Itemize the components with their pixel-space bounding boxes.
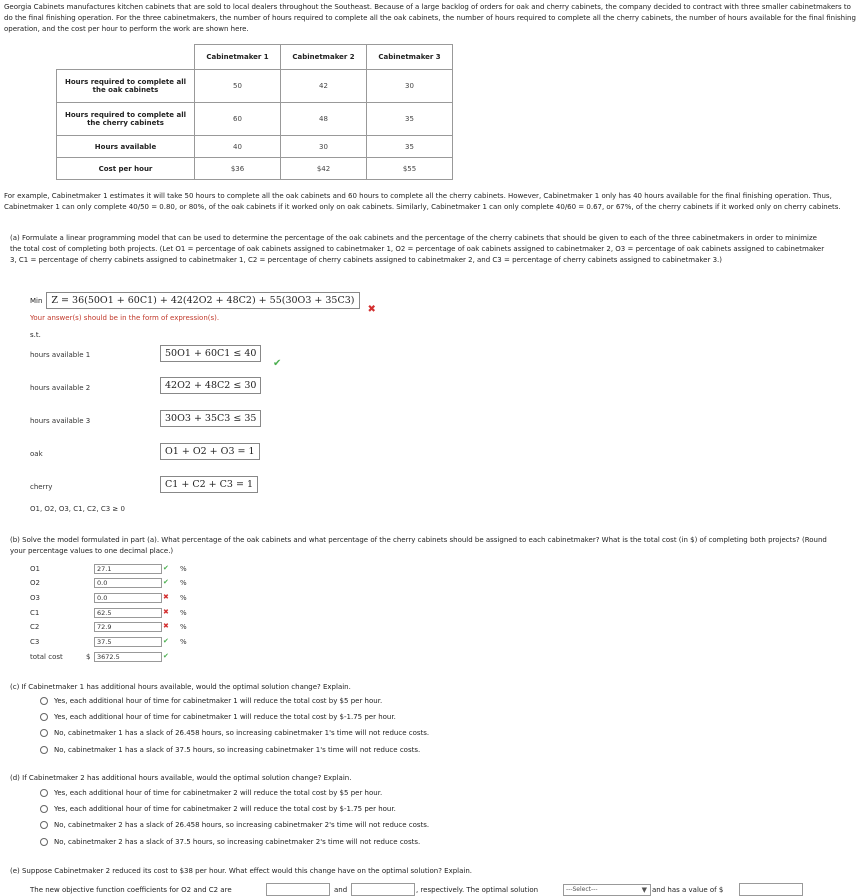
radio-option[interactable] bbox=[40, 821, 429, 829]
objective-row bbox=[30, 286, 376, 315]
st-label: s.t. bbox=[30, 331, 41, 339]
part-b-question: (b) Solve the model formulated in part (a). What percentage of the oak cabinets and what percentage of the cherry cabinets should be assigned to each cabinetmaker? What is the total cost (in $) of completing both projects? (Round your percentage values to one decimal place.) bbox=[10, 536, 827, 555]
constraint-input-2[interactable]: 42O2 + 48C2 ≤ 30 bbox=[160, 377, 261, 394]
option-label: No, cabinetmaker 2 has a slack of 26.458 hours, so increasing cabinetmaker 2's time will not reduce costs. bbox=[54, 821, 430, 829]
option-label: No, cabinetmaker 2 has a slack of 37.5 hours, so increasing cabinetmaker 2's time will not reduce costs. bbox=[54, 838, 421, 846]
option-label: No, cabinetmaker 1 has a slack of 37.5 hours, so increasing cabinetmaker 1's time will not reduce costs. bbox=[54, 746, 421, 754]
unit-label: % bbox=[180, 638, 187, 646]
wrong-icon: ✖ bbox=[163, 608, 169, 616]
part-a-question: (a) Formulate a linear programming model that can be used to determine the percentage of the oak cabinets and the percentage of the cherry cabinets that should be given to each of the three cabinetmakers in order to minimize the total cost of completing both projects. (Let O1 = percentage of oak cabinets assigned to cabinetmaker 1, O2 = percentage of oak cabinets assigned to cabinetmaker 2, O3 = percentage of oak cabinets assigned to cabinetmaker 3, C1 = percentage of cherry cabinets assigned to cabinetmaker 1, C2 = percentage of cherry cabinets assigned to cabinetmaker 2, and C3 = percentage of cherry cabinets assigned to cabinetmaker 3.) bbox=[10, 234, 825, 264]
c2-coefficient-input[interactable] bbox=[351, 883, 415, 896]
check-icon: ✔ bbox=[163, 578, 169, 586]
radio-icon[interactable] bbox=[40, 729, 48, 737]
radio-option[interactable] bbox=[40, 697, 382, 705]
constraint-input-1[interactable]: 50O1 + 60C1 ≤ 40 bbox=[160, 345, 261, 362]
answer-o3[interactable]: 0.0 bbox=[94, 593, 162, 603]
check-icon: ✔ bbox=[163, 637, 169, 645]
header-cabinetmaker-2: Cabinetmaker 2 bbox=[281, 45, 367, 70]
table-cell: 48 bbox=[281, 103, 367, 136]
option-label: Yes, each additional hour of time for cabinetmaker 1 will reduce the total cost by $5 per hour. bbox=[54, 697, 383, 705]
constraint-label: oak bbox=[30, 450, 43, 458]
header-cabinetmaker-1: Cabinetmaker 1 bbox=[195, 45, 281, 70]
chevron-down-icon: ▼ bbox=[641, 886, 647, 894]
wrong-icon: ✖ bbox=[163, 622, 169, 630]
solution-select[interactable] bbox=[563, 884, 651, 896]
option-label: Yes, each additional hour of time for cabinetmaker 1 will reduce the total cost by $-1.75 per hour. bbox=[54, 713, 396, 721]
constraint-label: hours available 1 bbox=[30, 351, 91, 359]
unit-label: % bbox=[180, 565, 187, 573]
var-label: C1 bbox=[30, 609, 40, 617]
total-cost-label: total cost bbox=[30, 653, 63, 661]
constraint-input-4[interactable]: O1 + O2 + O3 = 1 bbox=[160, 443, 260, 460]
table-cell: 35 bbox=[367, 136, 453, 158]
var-label: O3 bbox=[30, 594, 40, 602]
header-cabinetmaker-3: Cabinetmaker 3 bbox=[367, 45, 453, 70]
radio-icon[interactable] bbox=[40, 821, 48, 829]
check-icon: ✔ bbox=[163, 652, 169, 660]
unit-label: % bbox=[180, 579, 187, 587]
constraint-label: cherry bbox=[30, 483, 53, 491]
min-label: Min bbox=[30, 296, 43, 305]
var-label: C3 bbox=[30, 638, 40, 646]
table-cell: 35 bbox=[367, 103, 453, 136]
row-label: Hours required to complete all the oak cabinets bbox=[57, 70, 195, 103]
part-c-question: (c) If Cabinetmaker 1 has additional hours available, would the optimal solution change? Explain. bbox=[10, 683, 351, 691]
select-value: ---Select--- bbox=[566, 886, 598, 893]
constraint-label: hours available 3 bbox=[30, 417, 91, 425]
part-e-line-start: The new objective function coefficients for O2 and C2 are bbox=[30, 886, 232, 894]
answer-c2[interactable]: 72.9 bbox=[94, 622, 162, 632]
radio-icon[interactable] bbox=[40, 713, 48, 721]
answer-total-cost[interactable]: 3672.5 bbox=[94, 652, 162, 662]
option-label: Yes, each additional hour of time for cabinetmaker 2 will reduce the total cost by $5 per hour. bbox=[54, 789, 383, 797]
unit-label: % bbox=[180, 594, 187, 602]
cabinetmaker-table bbox=[56, 44, 453, 180]
objective-input[interactable]: Z = 36(50O1 + 60C1) + 42(42O2 + 48C2) + 55(30O3 + 35C3) bbox=[46, 292, 359, 309]
answer-c3[interactable]: 37.5 bbox=[94, 637, 162, 647]
part-e-end: and has a value of $ bbox=[652, 886, 724, 894]
wrong-icon: ✖ bbox=[163, 593, 169, 601]
row-label: Cost per hour bbox=[57, 158, 195, 180]
radio-option[interactable] bbox=[40, 746, 420, 754]
table-cell: 50 bbox=[195, 70, 281, 103]
table-cell: $36 bbox=[195, 158, 281, 180]
constraint-input-3[interactable]: 30O3 + 35C3 ≤ 35 bbox=[160, 410, 261, 427]
radio-option[interactable] bbox=[40, 729, 429, 737]
o2-coefficient-input[interactable] bbox=[266, 883, 330, 896]
table-cell: 40 bbox=[195, 136, 281, 158]
dollar-sign: $ bbox=[86, 653, 91, 661]
table-cell: 42 bbox=[281, 70, 367, 103]
optimal-value-input[interactable] bbox=[739, 883, 803, 896]
radio-option[interactable] bbox=[40, 838, 420, 846]
part-e-mid: , respectively. The optimal solution bbox=[416, 886, 539, 894]
table-cell: 30 bbox=[281, 136, 367, 158]
answer-o2[interactable]: 0.0 bbox=[94, 578, 162, 588]
constraint-label: hours available 2 bbox=[30, 384, 91, 392]
table-cell: $42 bbox=[281, 158, 367, 180]
row-label: Hours available bbox=[57, 136, 195, 158]
radio-icon[interactable] bbox=[40, 805, 48, 813]
part-e-question: (e) Suppose Cabinetmaker 2 reduced its cost to $38 per hour. What effect would this change have on the optimal solution? Explain. bbox=[10, 867, 473, 875]
constraint-input-5[interactable]: C1 + C2 + C3 = 1 bbox=[160, 476, 258, 493]
table-cell: 30 bbox=[367, 70, 453, 103]
example-text: For example, Cabinetmaker 1 estimates it will take 50 hours to complete all the oak cabinets and 60 hours to complete all the cherry cabinets. However, Cabinetmaker 1 only has 40 hours available for the final finishing operation. Thus, Cabinetmaker 1 can only complete 40/50 = 0.80, or 80%, of the oak cabinets if it worked only on oak cabinets. Similarly, Cabinetmaker 1 can only complete 40/60 = 0.67, or 67%, of the cherry cabinets if it worked only on cherry cabinets. bbox=[4, 192, 841, 211]
check-icon: ✔ bbox=[163, 564, 169, 572]
answer-o1[interactable]: 27.1 bbox=[94, 564, 162, 574]
radio-option[interactable] bbox=[40, 713, 396, 721]
check-icon: ✔ bbox=[273, 358, 282, 369]
var-label: O1 bbox=[30, 565, 40, 573]
nonneg-constraint: O1, O2, O3, C1, C2, C3 ≥ 0 bbox=[30, 505, 125, 513]
option-label: No, cabinetmaker 1 has a slack of 26.458 hours, so increasing cabinetmaker 1's time will not reduce costs. bbox=[54, 729, 430, 737]
table-cell: 60 bbox=[195, 103, 281, 136]
radio-option[interactable] bbox=[40, 805, 396, 813]
radio-icon[interactable] bbox=[40, 746, 48, 754]
unit-label: % bbox=[180, 623, 187, 631]
radio-option[interactable] bbox=[40, 789, 382, 797]
intro-text: Georgia Cabinets manufactures kitchen cabinets that are sold to local dealers throughout the Southeast. Because of a large backlog of orders for oak and cherry cabinets, the company decided to contract with three smaller cabinetmakers to do the final finishing operation. For the three cabinetmakers, the number of hours required to complete all the oak cabinets, the number of hours required to complete all the cherry cabinets, the number of hours available for the final finishing operation, and the cost per hour to perform the work are shown here. bbox=[4, 3, 856, 33]
var-label: O2 bbox=[30, 579, 40, 587]
table-cell: $55 bbox=[367, 158, 453, 180]
option-label: Yes, each additional hour of time for cabinetmaker 2 will reduce the total cost by $-1.75 per hour. bbox=[54, 805, 396, 813]
radio-icon[interactable] bbox=[40, 789, 48, 797]
radio-icon[interactable] bbox=[40, 697, 48, 705]
and-label: and bbox=[334, 886, 348, 894]
radio-icon[interactable] bbox=[40, 838, 48, 846]
part-d-question: (d) If Cabinetmaker 2 has additional hours available, would the optimal solution change? Explain. bbox=[10, 774, 352, 782]
var-label: C2 bbox=[30, 623, 40, 631]
hint-text: Your answer(s) should be in the form of expression(s). bbox=[30, 314, 220, 322]
answer-c1[interactable]: 62.5 bbox=[94, 608, 162, 618]
row-label: Hours required to complete all the cherry cabinets bbox=[57, 103, 195, 136]
unit-label: % bbox=[180, 609, 187, 617]
wrong-icon: ✖ bbox=[367, 304, 376, 315]
